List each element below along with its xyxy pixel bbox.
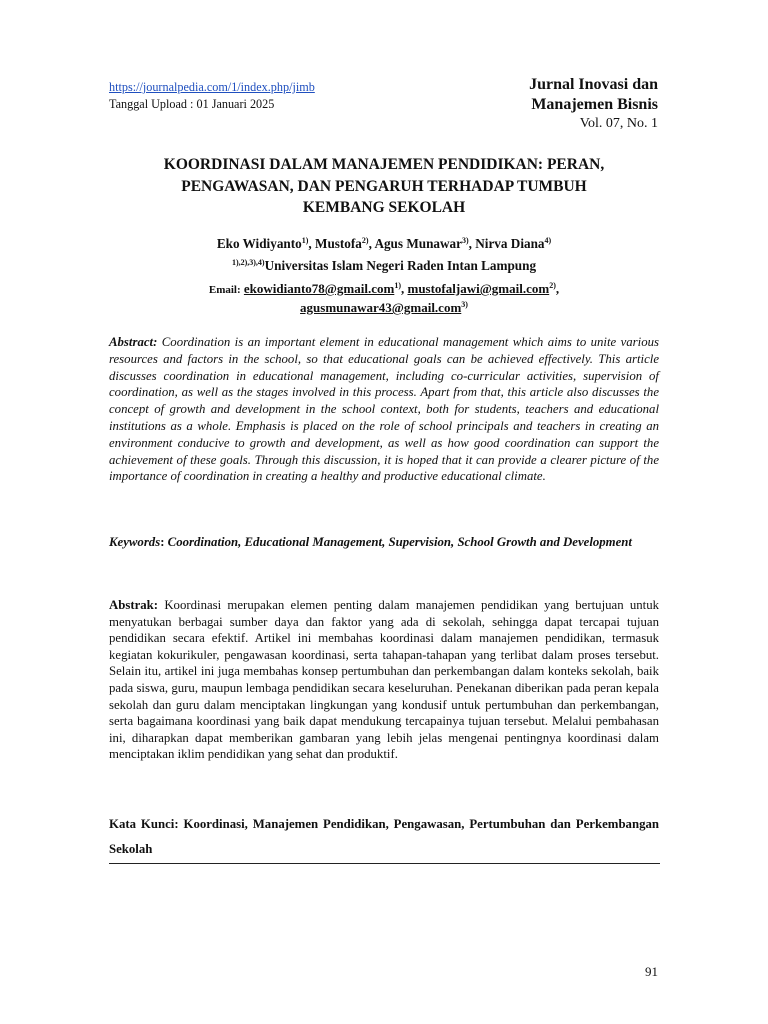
abstract-english-label: Abstract: <box>109 335 158 349</box>
abstract-indonesian-label: Abstrak: <box>109 598 159 612</box>
upload-date: Tanggal Upload : 01 Januari 2025 <box>109 97 275 111</box>
keywords-english-label: Keywords <box>109 535 161 549</box>
title-line: PENGAWASAN, DAN PENGARUH TERHADAP TUMBUH <box>181 177 587 195</box>
author-name: Nirva Diana <box>475 236 545 251</box>
abstract-english <box>109 334 659 485</box>
journal-url-link[interactable]: https://journalpedia.com/1/index.php/jimb <box>109 80 315 94</box>
author-superscript: 3) <box>462 236 469 245</box>
author-separator: , <box>308 236 315 251</box>
journal-name-line2: Manajemen Bisnis <box>531 96 658 113</box>
affiliation-name: Universitas Islam Negeri Raden Intan Lampung <box>264 258 537 273</box>
title-line: KOORDINASI DALAM MANAJEMEN PENDIDIKAN: PERAN, <box>163 156 605 173</box>
abstract-indonesian <box>109 597 659 763</box>
volume-number: Vol. 07, No. 1 <box>579 116 658 131</box>
affiliation <box>109 257 659 275</box>
email-superscript: 3) <box>461 300 468 309</box>
email-separator: , <box>555 281 560 296</box>
email-link[interactable]: agusmunawar43@gmail.com <box>300 300 462 315</box>
journal-header <box>529 75 658 132</box>
title-line: KEMBANG SEKOLAH <box>302 199 466 216</box>
abstract-indonesian-text: Koordinasi merupakan elemen penting dalam manajemen pendidikan yang bertujuan untuk menyatukan berbagai sumber daya dan faktor yang ada di sekolah, sehingga dapat tercapai tujuan pendidikan secara efektif. Artikel ini membahas koordinasi dalam manajemen pendidikan, termasuk kegiatan kokurikuler, pengawasan koordinasi, serta tahapan-tahapan yang terlibat dalam proses tersebut. Selain itu, artikel ini juga membahas konsep pertumbuhan dan perkembangan dalam konteks sekolah, baik pada siswa, guru, maupun lembaga pendidikan secara keseluruhan. Penekanan diberikan pada peran kepala sekolah dan guru dalam menciptakan lingkungan yang kondusif untuk pertumbuhan dan perkembangan, serta bagaimana koordinasi yang baik dapat mendukung tercapainya tujuan tersebut. Melalui pembahasan ini, diharapkan dapat memberikan gambaran yang lebih jelas mengenai pentingnya koordinasi dalam menciptakan iklim pendidikan yang sehat dan produktif. <box>109 598 659 762</box>
author-list <box>109 235 659 253</box>
keywords-indonesian-label: Kata Kunci: <box>109 817 179 831</box>
journal-name-line1: Jurnal Inovasi dan <box>529 76 658 93</box>
keywords-english-colon: : <box>160 535 165 549</box>
paper-title <box>109 154 659 219</box>
keywords-indonesian <box>109 812 659 862</box>
email-link[interactable]: mustofaljawi@gmail.com <box>407 281 550 296</box>
email-link[interactable]: ekowidianto78@gmail.com <box>243 281 395 296</box>
keywords-indonesian-text: Koordinasi, Manajemen Pendidikan, Pengawasan, Pertumbuhan dan Perkembangan Sekolah <box>109 817 659 856</box>
page-number: 91 <box>645 964 658 979</box>
abstract-english-text: Coordination is an important element in educational management which aims to unite various resources and factors in the school, so that educational goals can be achieved effectively. This article discusses coordination in educational management, including co-curricular activities, supervision of coordination, as well as the stages involved in this process. Apart from that, this article also discusses the concept of growth and development in the school context, both for students, teachers and educational institutions as a whole. Emphasis is placed on the role of school principals and teachers in creating an environment conducive to growth and development, as well as how good coordination can support the achievement of these goals. Through this discussion, it is hoped that it can provide a clearer picture of the importance of coordination in creating a healthy and productive educational climate. <box>109 335 659 484</box>
author-name: Mustofa <box>315 236 362 251</box>
author-separator: , <box>468 236 476 251</box>
keywords-english-text: Coordination, Educational Management, Supervision, School Growth and Development <box>167 535 632 549</box>
author-superscript: 4) <box>544 236 552 245</box>
email-superscript: 2) <box>549 281 556 290</box>
author-separator: , <box>368 236 375 251</box>
email-separator: , <box>400 281 408 296</box>
email-superscript: 1) <box>394 281 401 290</box>
author-superscript: 2) <box>361 236 369 245</box>
author-name: Eko Widiyanto <box>216 236 302 251</box>
keywords-english <box>109 530 659 555</box>
email-list <box>109 280 659 317</box>
author-name: Agus Munawar <box>374 236 462 251</box>
affiliation-superscript: 1),2),3),4) <box>231 258 265 267</box>
header-left <box>109 79 315 113</box>
email-label: Email: <box>208 284 241 296</box>
author-superscript: 1) <box>301 236 309 245</box>
section-divider <box>109 863 660 864</box>
